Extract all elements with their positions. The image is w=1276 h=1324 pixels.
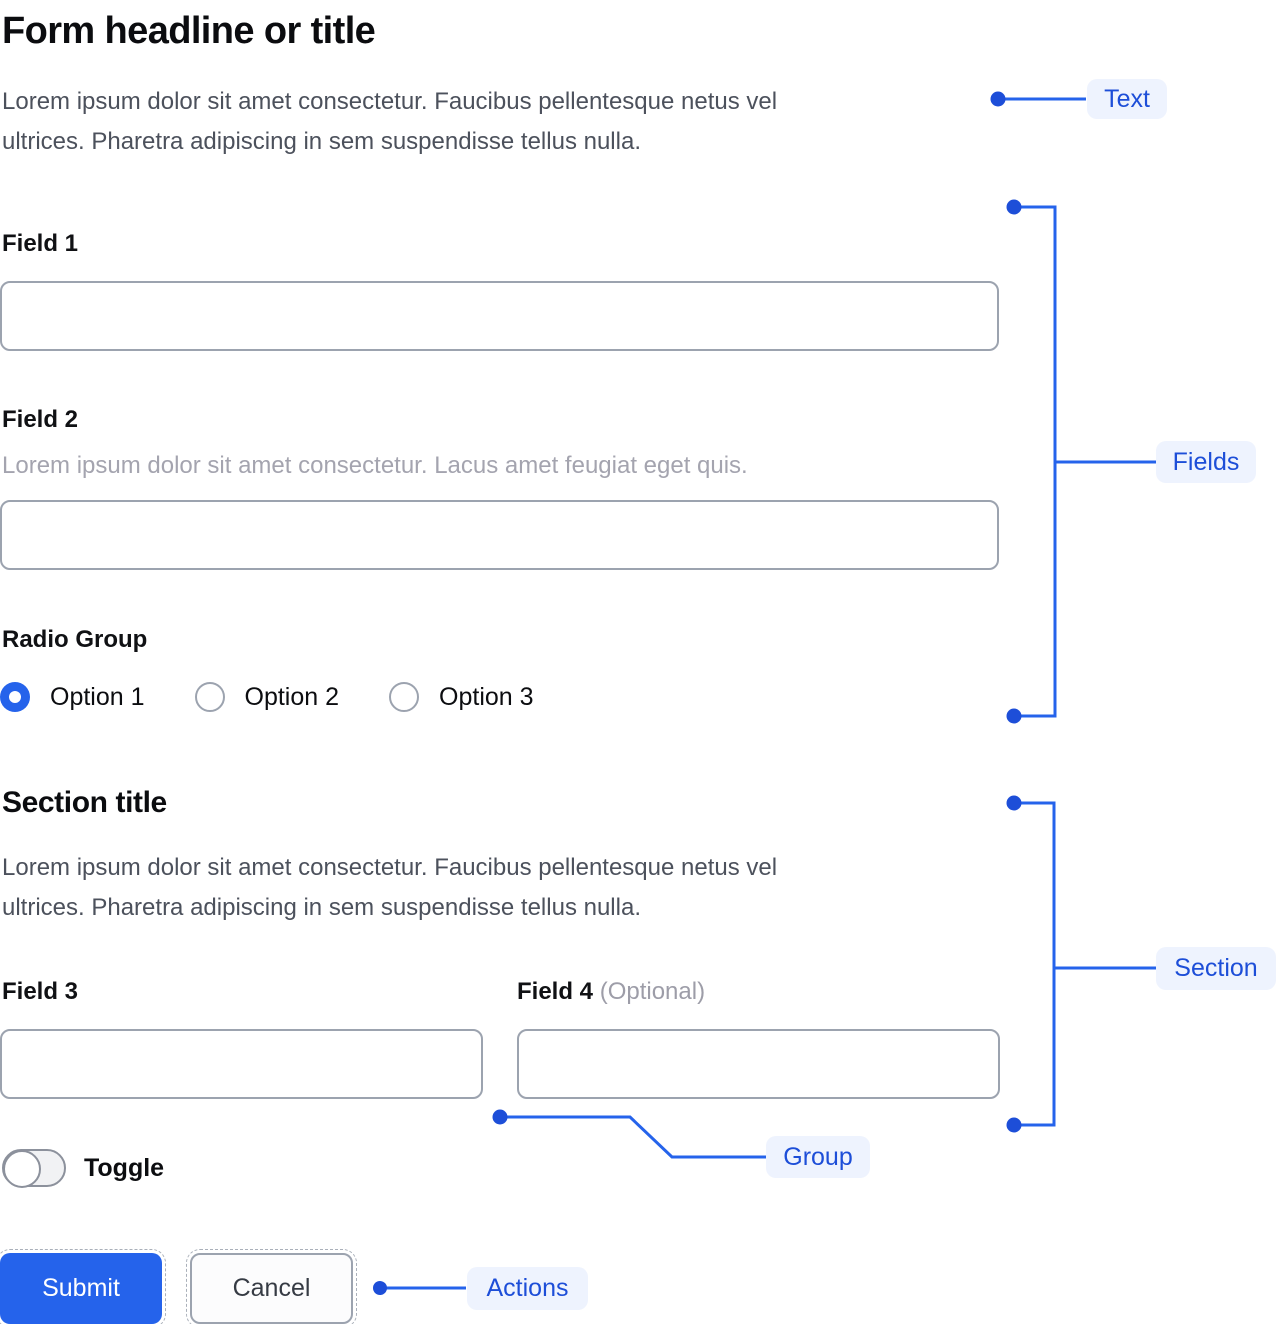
field-2-helper-text: Lorem ipsum dolor sit amet consectetur. Lacus amet feugiat eget quis. — [2, 452, 748, 479]
radio-option-2-label: Option 2 — [244, 682, 340, 711]
intro-line-2: ultrices. Pharetra adipiscing in sem suspendisse tellus nulla. — [2, 128, 641, 155]
section-bracket — [1007, 796, 1157, 1133]
radio-option-2[interactable] — [195, 682, 340, 712]
intro-paragraph — [2, 82, 992, 162]
section-line-1: Lorem ipsum dolor sit amet consectetur. Faucibus pellentesque netus vel — [2, 854, 778, 881]
field-2-input[interactable] — [0, 500, 999, 570]
field-4-label-text: Field 4 — [517, 978, 594, 1005]
actions-connector — [373, 1281, 466, 1295]
toggle-knob — [3, 1150, 41, 1188]
radio-group — [0, 682, 534, 712]
page-title: Form headline or title — [2, 10, 376, 52]
annotation-pill-group: Group — [766, 1136, 870, 1178]
group-connector — [493, 1110, 767, 1158]
annotation-pill-fields: Fields — [1156, 441, 1256, 483]
radio-option-3[interactable] — [389, 682, 534, 712]
radio-option-3-label: Option 3 — [439, 682, 534, 711]
cancel-button[interactable]: Cancel — [190, 1253, 353, 1324]
radio-selected-icon — [0, 682, 30, 712]
radio-unselected-icon — [195, 682, 225, 712]
annotation-pill-section: Section — [1156, 947, 1276, 990]
field-3-label: Field 3 — [2, 978, 79, 1005]
radio-unselected-icon — [389, 682, 419, 712]
field-4-optional-tag: (Optional) — [599, 978, 706, 1005]
field-1-label: Field 1 — [2, 230, 79, 257]
intro-line-1: Lorem ipsum dolor sit amet consectetur. Faucibus pellentesque netus vel — [2, 88, 778, 115]
field-4-input[interactable] — [517, 1029, 1000, 1099]
submit-button[interactable]: Submit — [0, 1253, 162, 1324]
toggle-label: Toggle — [84, 1154, 165, 1182]
annotation-pill-actions: Actions — [467, 1267, 588, 1310]
radio-option-1-label: Option 1 — [50, 682, 145, 711]
radio-option-1[interactable] — [0, 682, 145, 712]
toggle-switch[interactable] — [2, 1149, 66, 1187]
field-2-label: Field 2 — [2, 406, 79, 433]
text-connector — [991, 92, 1087, 107]
section-title: Section title — [2, 786, 167, 819]
annotation-pill-text: Text — [1087, 79, 1167, 119]
field-3-input[interactable] — [0, 1029, 483, 1099]
field-1-input[interactable] — [0, 281, 999, 351]
radio-group-label: Radio Group — [2, 626, 148, 653]
section-line-2: ultrices. Pharetra adipiscing in sem suspendisse tellus nulla. — [2, 894, 641, 921]
section-paragraph — [2, 848, 992, 928]
field-4-label — [517, 978, 705, 1006]
fields-bracket — [1007, 200, 1157, 724]
